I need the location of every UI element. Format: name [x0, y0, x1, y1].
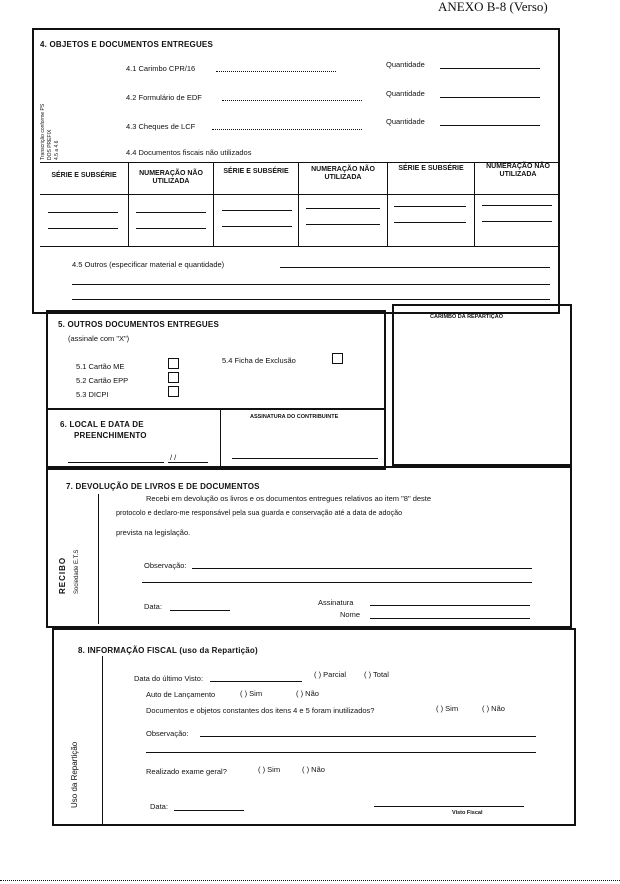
fiscal-visto-field[interactable] [374, 806, 524, 807]
receipt-text-1: Recebi em devolução os livros e os documentos entregues relativos ao item "8" deste [146, 494, 432, 503]
obs-label-8: Observação: [146, 729, 189, 738]
section-8-box [52, 628, 576, 826]
date-field-6[interactable] [168, 462, 208, 463]
auto-nao-option[interactable]: ( ) Não [296, 689, 319, 698]
date-field-8[interactable] [174, 810, 244, 811]
qty-field-1[interactable] [440, 68, 540, 69]
others-field-3[interactable] [72, 299, 550, 300]
obs-field-8-1[interactable] [200, 736, 536, 737]
name-label-7: Nome [340, 610, 361, 619]
table-header-6: NUMERAÇÃO NÃO UTILIZADA [486, 163, 550, 178]
question-2-nao-option[interactable]: ( ) Não [302, 765, 325, 774]
item-5-1-label: 5.1 Cartão ME [76, 362, 125, 371]
section-8-side-label: Uso da Repartição [70, 741, 79, 808]
date-field-7[interactable] [170, 610, 230, 611]
qty-field-2[interactable] [440, 97, 540, 98]
section-8-title: 8. INFORMAÇÃO FISCAL (uso da Repartição) [78, 646, 258, 655]
auto-label: Auto de Lançamento [146, 690, 216, 699]
table-header-4: NUMERAÇÃO NÃO UTILIZADA [311, 166, 375, 181]
table-header-5: SÉRIE E SUBSÉRIE [398, 165, 464, 172]
item-4-1-label: 4.1 Carimbo CPR/16 [126, 64, 196, 73]
section-7-side-label: RECIBO Sociedade E.T.S [58, 549, 80, 594]
section-4-side-note: Transcrição conforme PS DOS PREFIX 4.5 a 4.6 [40, 103, 60, 160]
question-2-sim-option[interactable]: ( ) Sim [258, 765, 281, 774]
item-4-2-label: 4.2 Formulário de EDF [126, 93, 202, 102]
section-6-title-1: 6. LOCAL E DATA DE [60, 420, 144, 429]
local-field[interactable] [68, 462, 164, 463]
section-5-title: 5. OUTROS DOCUMENTOS ENTREGUES [58, 320, 219, 329]
last-visit-field[interactable] [210, 681, 302, 682]
date-label-7: Data: [144, 602, 162, 611]
question-1-sim-option[interactable]: ( ) Sim [436, 704, 459, 713]
section-4-title: 4. OBJETOS E DOCUMENTOS ENTREGUES [40, 40, 214, 49]
stamp-box [392, 304, 572, 466]
receipt-text-2: protocolo e declaro-me responsável pela sua guarda e conservação até a data de adoção [116, 508, 403, 517]
fiscal-visto-label: Visto Fiscal [452, 810, 483, 816]
signature-field-7[interactable] [370, 605, 530, 606]
qty-field-3[interactable] [440, 125, 540, 126]
checkbox-5-4[interactable] [332, 353, 343, 364]
stamp-label: CARIMBO DA REPARTIÇÃO [430, 314, 504, 320]
parcial-option[interactable]: ( ) Parcial [314, 670, 347, 679]
qty-label-3: Quantidade [386, 117, 425, 126]
checkbox-5-3[interactable] [168, 386, 179, 397]
date-mask-6: / / [170, 453, 177, 462]
item-4-3-label: 4.3 Cheques de LCF [126, 122, 196, 131]
table-header-1: SÉRIE E SUBSÉRIE [51, 172, 117, 179]
bottom-border [0, 880, 620, 881]
page-title: ANEXO B-8 (Verso) [438, 0, 548, 14]
signature-label-6: ASSINATURA DO CONTRIBUINTE [250, 414, 339, 420]
obs-field-8-2[interactable] [146, 752, 536, 753]
question-1-nao-option[interactable]: ( ) Não [482, 704, 505, 713]
auto-sim-option[interactable]: ( ) Sim [240, 689, 263, 698]
item-5-4-label: 5.4 Ficha de Exclusão [222, 356, 296, 365]
table-header-2: NUMERAÇÃO NÃO UTILIZADA [139, 170, 203, 185]
table-header-3: SÉRIE E SUBSÉRIE [223, 168, 289, 175]
section-7-title: 7. DEVOLUÇÃO DE LIVROS E DE DOCUMENTOS [66, 482, 260, 491]
date-label-8: Data: [150, 802, 168, 811]
obs-field-7-2[interactable] [142, 582, 532, 583]
qty-label-2: Quantidade [386, 89, 425, 98]
question-2-label: Realizado exame geral? [146, 767, 227, 776]
qty-label-1: Quantidade [386, 60, 425, 69]
signature-field-6[interactable] [232, 458, 378, 459]
obs-label-7: Observação: [144, 561, 187, 570]
receipt-text-3: prevista na legislação. [116, 528, 191, 537]
name-field-7[interactable] [370, 618, 530, 619]
section-6-title-2: PREENCHIMENTO [74, 431, 147, 440]
others-field-1[interactable] [280, 267, 550, 268]
checkbox-5-1[interactable] [168, 358, 179, 369]
last-visit-label: Data do último Visto: [134, 674, 204, 683]
section-5-hint: (assinale com "X") [68, 334, 130, 343]
item-5-2-label: 5.2 Cartão EPP [76, 376, 129, 385]
item-4-4-label: 4.4 Documentos fiscais não utilizados [126, 148, 252, 157]
question-1-label: Documentos e objetos constantes dos itens 4 e 5 foram inutilizados? [146, 706, 375, 715]
checkbox-5-2[interactable] [168, 372, 179, 383]
item-4-5-label: 4.5 Outros (especificar material e quantidade) [72, 260, 225, 269]
obs-field-7-1[interactable] [192, 568, 532, 569]
item-5-3-label: 5.3 DICPI [76, 390, 109, 399]
total-option[interactable]: ( ) Total [364, 670, 389, 679]
signature-label-7: Assinatura [318, 598, 354, 607]
others-field-2[interactable] [72, 284, 550, 285]
